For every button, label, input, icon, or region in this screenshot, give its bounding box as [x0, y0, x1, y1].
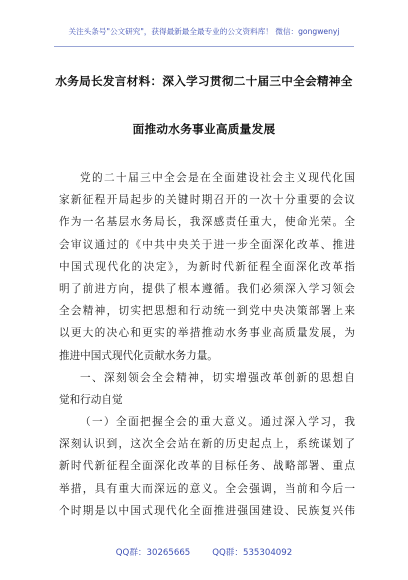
body-line: 党的二十届三中全会是在全面建设社会主义现代化国: [80, 172, 355, 184]
body-line: （一）全面把握全会的重大意义。通过深入学习，我: [80, 416, 355, 429]
body-line: 深刻认识到，这次全会站在新的历史起点上，系统谋划了: [59, 438, 355, 451]
body-line: 家新征程开局起步的关键时期召开的一次十分重要的会议: [59, 194, 355, 207]
body-line: 中国式现代化的决定》，为新时代新征程全面深化改革指: [59, 260, 355, 273]
body-line: 个时期是以中国式现代化全面推进强国建设、民族复兴伟: [59, 504, 355, 517]
body-line: 新时代新征程全面深化改革的目标任务、战略部署、重点: [59, 460, 355, 473]
body-line: 会审议通过的《中共中央关于进一步全面深化改革、推进: [59, 238, 355, 251]
body-line: 明了前进方向，提供了根本遵循。我们必须深入学习领会: [59, 282, 355, 295]
footer-qq-group-2: QQ群：535304092: [212, 548, 293, 558]
body-line: 作为一名基层水务局长，我深感责任重大，使命光荣。全: [59, 216, 355, 229]
footer-qq-group-1: QQ群：30265665: [115, 548, 191, 558]
document-title-line-2: 面推动水务事业高质量发展: [132, 122, 276, 136]
header-divider: [54, 46, 354, 47]
body-line: 全会精神，切实把思想和行动统一到党中央决策部署上来: [59, 305, 355, 318]
section-heading-line: 觉和行动自觉: [59, 393, 123, 406]
footer-qq-groups: [0, 546, 408, 558]
header-banner: 关注头条号"公文研究"，获得最新最全最专业的公文资料库！ 微信：gongwenyj: [68, 27, 340, 36]
section-heading-line: 一、深刻领会全会精神，切实增强改革创新的思想自: [80, 371, 355, 384]
body-line: 以更大的决心和更实的举措推动水务事业高质量发展，为: [59, 327, 355, 340]
document-title-line-1: 水务局长发言材料：深入学习贯彻二十届三中全会精神全: [55, 74, 353, 88]
body-line: 举措，具有重大而深远的意义。全会强调，当前和今后一: [59, 482, 355, 495]
body-line: 推进中国式现代化贡献水务力量。: [59, 349, 218, 362]
document-body: [59, 167, 355, 522]
